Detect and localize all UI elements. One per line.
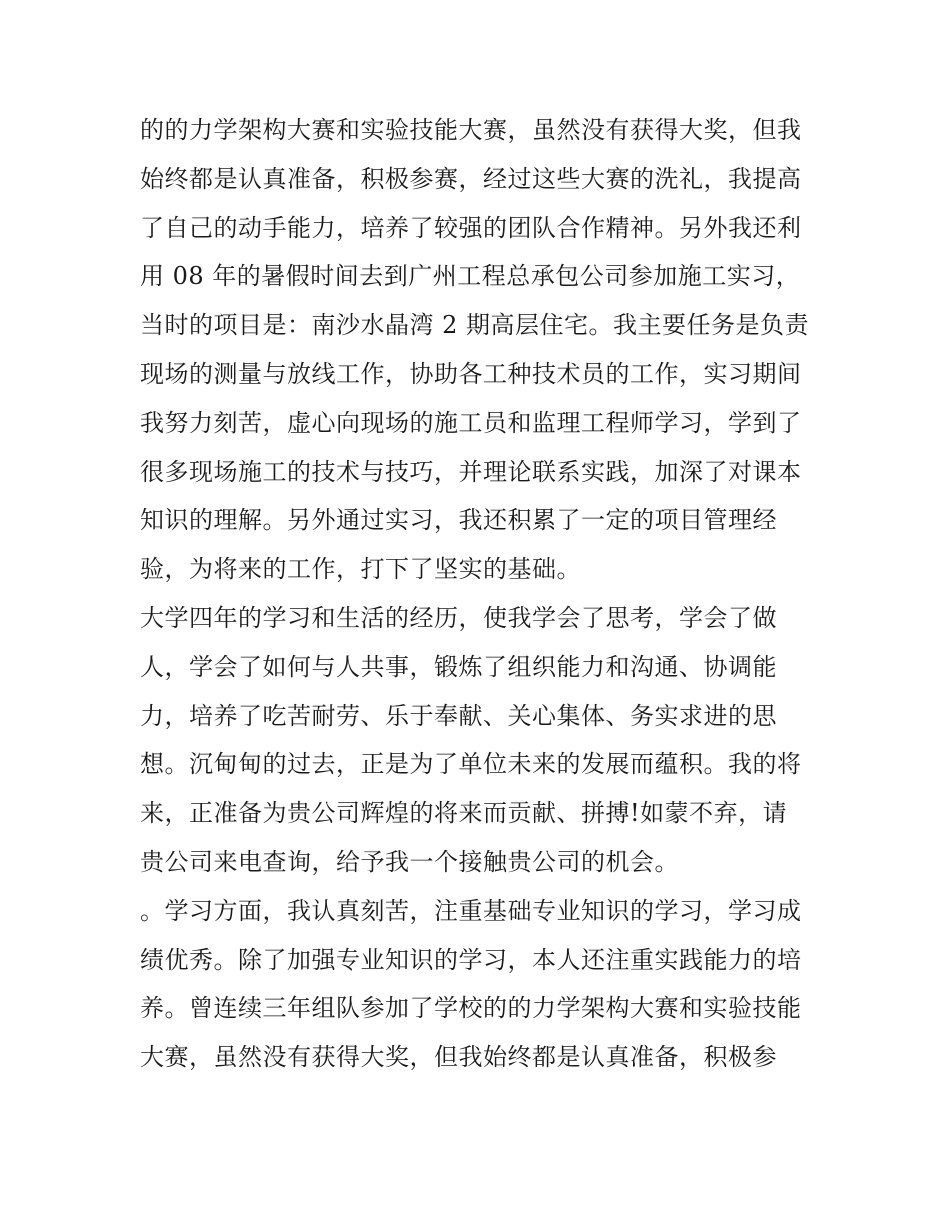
text-line: 了自己的动手能力，培养了较强的团队合作精神。另外我还利 — [140, 213, 802, 242]
text-line: 的的力学架构大赛和实验技能大赛，虽然没有获得大奖，但我 — [140, 116, 802, 144]
text-line: 用 08 年的暑假时间去到广州工程总承包公司参加施工实习， — [140, 262, 801, 291]
text-line: 大赛，虽然没有获得大奖，但我始终都是认真准备，积极参 — [140, 1043, 777, 1072]
text-line: 现场的测量与放线工作，协助各工种技术员的工作，实习期间 — [140, 359, 802, 388]
text-line: 当时的项目是：南沙水晶湾 2 期高层住宅。我主要任务是负责 — [140, 311, 810, 340]
text-line: 养。曾连续三年组队参加了学校的的力学架构大赛和实验技能 — [140, 994, 802, 1023]
text-line: 来，正准备为贵公司辉煌的将来而贡献、拼搏!如蒙不弃，请 — [140, 799, 788, 828]
text-line: 。学习方面，我认真刻苦，注重基础专业知识的学习，学习成 — [140, 896, 802, 925]
text-line: 想。沉甸甸的过去，正是为了单位未来的发展而蕴积。我的将 — [140, 750, 802, 779]
text-line: 贵公司来电查询，给予我一个接触贵公司的机会。 — [140, 847, 679, 876]
body-text — [140, 106, 820, 1082]
text-line: 大学四年的学习和生活的经历，使我学会了思考，学会了做 — [140, 603, 777, 632]
text-line: 人，学会了如何与人共事，锻炼了组织能力和沟通、协调能 — [140, 652, 777, 681]
text-line: 很多现场施工的技术与技巧，并理论联系实践，加深了对课本 — [140, 457, 802, 486]
text-line: 力，培养了吃苦耐劳、乐于奉献、关心集体、务实求进的思 — [140, 701, 777, 730]
text-line: 始终都是认真准备，积极参赛，经过这些大赛的洗礼，我提高 — [140, 164, 802, 193]
text-line: 我努力刻苦，虚心向现场的施工员和监理工程师学习，学到了 — [140, 408, 802, 437]
text-line: 绩优秀。除了加强专业知识的学习，本人还注重实践能力的培 — [140, 945, 802, 974]
text-line: 知识的理解。另外通过实习，我还积累了一定的项目管理经 — [140, 506, 777, 535]
text-line: 验，为将来的工作，打下了坚实的基础。 — [140, 555, 581, 584]
